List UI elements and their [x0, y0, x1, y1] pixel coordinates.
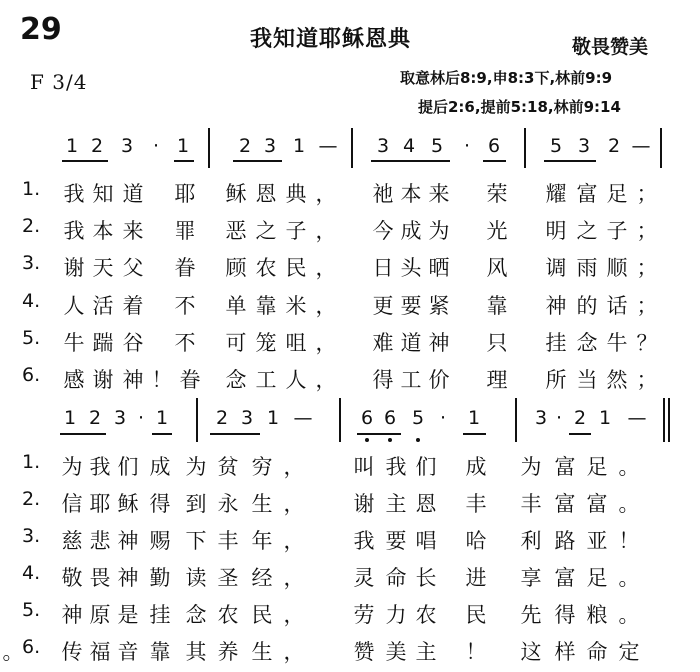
lyric-char: 米	[285, 294, 307, 318]
lyric-char: 明	[545, 219, 567, 243]
jianpu-note: 2	[215, 407, 229, 429]
verse-line-1	[0, 178, 700, 212]
lyric-char: 得	[149, 492, 171, 516]
lyric-char: 定	[618, 640, 640, 664]
underline-beam	[544, 160, 596, 162]
hymn-number: 29	[20, 12, 62, 47]
lyric-char: 日	[372, 256, 394, 280]
lyric-char: 我	[63, 182, 85, 206]
lyric-char: 亚	[586, 529, 608, 553]
lyric-char: 子	[606, 219, 628, 243]
jianpu-note: ·	[555, 407, 563, 429]
lyric-char: 眷	[174, 256, 196, 280]
jianpu-note: 2	[238, 135, 252, 157]
lyric-char: 挂	[149, 603, 171, 627]
jianpu-note: —	[293, 407, 313, 429]
lyric-char: 进	[465, 566, 487, 590]
jianpu-note: 5	[430, 135, 444, 157]
key-signature: F 3/4	[30, 70, 88, 94]
jianpu-note: 2	[88, 407, 102, 429]
lyric-char: 富	[586, 492, 608, 516]
lyric-char: 丰	[465, 492, 487, 516]
lyric-char: 光	[486, 219, 508, 243]
lyric-char: ，	[315, 182, 337, 206]
verse-number: 5.	[22, 327, 41, 349]
underline-beam	[463, 433, 486, 435]
lyric-char: 民	[465, 603, 487, 627]
lyric-char: 人	[285, 368, 307, 392]
jianpu-note: 3	[534, 407, 548, 429]
lyric-char: 念	[225, 368, 247, 392]
lyric-char: 信	[61, 492, 83, 516]
lyric-char: 生	[251, 640, 273, 664]
verse-line-4	[0, 290, 700, 324]
lyric-char: 为	[428, 219, 450, 243]
underline-beam	[62, 160, 108, 162]
lyric-char: 咀	[285, 331, 307, 355]
lyric-char: 靠	[486, 294, 508, 318]
lyric-char: 风	[486, 256, 508, 280]
jianpu-note: 1	[598, 407, 612, 429]
lyric-char: 牛	[606, 331, 628, 355]
lyric-char: 神	[122, 368, 144, 392]
lyric-char: ，	[283, 529, 305, 553]
verse-line-3	[0, 252, 700, 286]
lyric-char: ？	[636, 331, 658, 355]
lyric-char: 穷	[251, 455, 273, 479]
jianpu-note: 3	[113, 407, 127, 429]
lyric-char: 知	[92, 182, 114, 206]
lyric-char: 要	[400, 294, 422, 318]
lyric-char: 靠	[255, 294, 277, 318]
lyric-char: 要	[385, 529, 407, 553]
lyric-char: 圣	[217, 566, 239, 590]
barline	[351, 128, 353, 168]
lyric-char: ，	[283, 603, 305, 627]
lyric-char: 得	[554, 603, 576, 627]
lyric-char: 叫	[353, 455, 375, 479]
lyric-char: ，	[283, 640, 305, 664]
scripture-references: 提后2:6,提前5:18,林前9:14	[418, 98, 621, 116]
verse-line-4	[0, 562, 700, 596]
verse-number: 5.	[22, 599, 41, 621]
lyric-char: 不	[174, 331, 196, 355]
lyric-char: 富	[554, 492, 576, 516]
lyric-char: 们	[415, 455, 437, 479]
jianpu-note: ·	[152, 135, 160, 157]
lyric-char: 谢	[63, 256, 85, 280]
lyric-char: ；	[636, 294, 658, 318]
lyric-char: 来	[428, 182, 450, 206]
jianpu-note: 1	[63, 407, 77, 429]
jianpu-note: 6	[383, 407, 397, 429]
lyric-char: ！	[618, 529, 640, 553]
lyric-char: 灵	[353, 566, 375, 590]
barline	[196, 398, 198, 442]
jianpu-note: 3	[120, 135, 134, 157]
barline	[339, 398, 341, 442]
jianpu-note: 5	[549, 135, 563, 157]
lyric-char: 主	[385, 492, 407, 516]
lyric-char: 笼	[255, 331, 277, 355]
lyric-char: 足	[586, 566, 608, 590]
underline-beam	[233, 160, 282, 162]
verse-number: 6.	[22, 636, 41, 658]
lyric-char: 丰	[217, 529, 239, 553]
scripture-references: 取意林后8:9,申8:3下,林前9:9	[400, 69, 613, 87]
lyric-char: 唱	[415, 529, 437, 553]
jianpu-note: 1	[467, 407, 481, 429]
jianpu-note: 1	[292, 135, 306, 157]
lyric-char: ；	[636, 219, 658, 243]
lyric-char: ！	[151, 368, 173, 392]
jianpu-note: —	[318, 135, 338, 157]
lyric-char: 的	[576, 294, 598, 318]
lyric-char: 恶	[225, 219, 247, 243]
lyric-char: ；	[636, 182, 658, 206]
lyric-char: 念	[185, 603, 207, 627]
jianpu-note: 1	[176, 135, 190, 157]
lyric-char: 神	[117, 529, 139, 553]
jianpu-note: ·	[439, 407, 447, 429]
lyric-char: 只	[486, 331, 508, 355]
lyric-char: 天	[92, 256, 114, 280]
lyric-char: 理	[486, 368, 508, 392]
lyric-char: 力	[385, 603, 407, 627]
jianpu-note: 2	[573, 407, 587, 429]
lyric-char: 音	[117, 640, 139, 664]
lyric-char: 之	[576, 219, 598, 243]
lyric-char: 耶	[174, 182, 196, 206]
lyric-char: 其	[185, 640, 207, 664]
lyric-char: 单	[225, 294, 247, 318]
verse-line-3	[0, 525, 700, 559]
lyric-char: 神	[545, 294, 567, 318]
verse-number: 3.	[22, 252, 41, 274]
lyric-char: 子	[285, 219, 307, 243]
lyric-char: ，	[283, 455, 305, 479]
verse-line-2	[0, 488, 700, 522]
lyric-char: 本	[92, 219, 114, 243]
verse-number: 6.	[22, 364, 41, 386]
lyric-char: 挂	[545, 331, 567, 355]
lyric-char: 传	[61, 640, 83, 664]
lyric-char: 恩	[255, 182, 277, 206]
lyric-char: 得	[372, 368, 394, 392]
lyric-char: 我	[385, 455, 407, 479]
verse-line-6	[0, 364, 700, 398]
underline-beam	[569, 433, 591, 435]
jianpu-note: ·	[137, 407, 145, 429]
jianpu-note: 1	[155, 407, 169, 429]
lyric-char: 神	[61, 603, 83, 627]
lyric-char: ，	[283, 492, 305, 516]
underline-beam	[174, 160, 194, 162]
lyric-char: 。	[618, 566, 640, 590]
lyric-char: 荣	[486, 182, 508, 206]
jianpu-note: 3	[263, 135, 277, 157]
lyric-char: 罪	[174, 219, 196, 243]
underline-beam	[371, 160, 450, 162]
lyric-char: 更	[372, 294, 394, 318]
lower-octave-dot	[416, 438, 420, 442]
lyric-char: 粮	[586, 603, 608, 627]
lyric-char: 。	[618, 492, 640, 516]
lyric-char: 工	[400, 368, 422, 392]
lyric-char: 成	[149, 455, 171, 479]
lyric-char: 福	[89, 640, 111, 664]
lyric-char: 赐	[149, 529, 171, 553]
lyric-char: 到	[185, 492, 207, 516]
lyric-char: 美	[385, 640, 407, 664]
lyric-char: 可	[225, 331, 247, 355]
lyric-char: ，	[315, 219, 337, 243]
lyric-char: 年	[251, 529, 273, 553]
underline-beam	[60, 433, 106, 435]
lyric-char: 本	[400, 182, 422, 206]
jianpu-note: 3	[577, 135, 591, 157]
lyric-char: 不	[174, 294, 196, 318]
lyric-char: 我	[353, 529, 375, 553]
lyric-char: ；	[636, 368, 658, 392]
lyric-char: 所	[545, 368, 567, 392]
jianpu-note: 2	[90, 135, 104, 157]
lyric-char: 。	[618, 455, 640, 479]
lyric-char: 靠	[149, 640, 171, 664]
lyric-char: 耀	[545, 182, 567, 206]
lyric-char: 话	[606, 294, 628, 318]
lyric-char: 贫	[217, 455, 239, 479]
lyric-char: 顺	[606, 256, 628, 280]
lyric-char: 为	[185, 455, 207, 479]
lyric-char: 长	[415, 566, 437, 590]
lyric-char: 来	[122, 219, 144, 243]
verse-line-1	[0, 451, 700, 485]
lyric-char: 典	[285, 182, 307, 206]
lyric-char: 紧	[428, 294, 450, 318]
verse-line-5	[0, 327, 700, 361]
lyric-char: 富	[576, 182, 598, 206]
lyric-char: 为	[520, 455, 542, 479]
lyric-char: 民	[285, 256, 307, 280]
lyric-char: 敬	[61, 566, 83, 590]
verse-line-6	[0, 636, 700, 670]
barline	[515, 398, 517, 442]
verse-number: 2.	[22, 215, 41, 237]
lyric-char: 哈	[465, 529, 487, 553]
verse-number: 1.	[22, 451, 41, 473]
lyric-char: 我	[89, 455, 111, 479]
underline-beam	[483, 160, 506, 162]
lyric-char: 工	[255, 368, 277, 392]
jianpu-note: 1	[65, 135, 79, 157]
jianpu-note: ·	[463, 135, 471, 157]
jianpu-note: 2	[607, 135, 621, 157]
jianpu-note: 4	[402, 135, 416, 157]
barline	[668, 398, 670, 442]
lyric-char: 主	[415, 640, 437, 664]
lyric-char: 活	[92, 294, 114, 318]
lyric-char: 头	[400, 256, 422, 280]
lower-octave-dot	[365, 438, 369, 442]
verse-line-2	[0, 215, 700, 249]
lyric-char: 我	[63, 219, 85, 243]
lyric-char: 牛	[63, 331, 85, 355]
jianpu-note: 6	[487, 135, 501, 157]
lyric-char: 难	[372, 331, 394, 355]
lyric-char: 祂	[372, 182, 394, 206]
lyric-char: 着	[122, 294, 144, 318]
verse-number: 4.	[22, 562, 41, 584]
lyric-char: 经	[251, 566, 273, 590]
lyric-char: 父	[122, 256, 144, 280]
lyric-char: 养	[217, 640, 239, 664]
lyric-char: 神	[428, 331, 450, 355]
jianpu-note: 5	[411, 407, 425, 429]
lyric-char: 人	[63, 294, 85, 318]
verse-number: 4.	[22, 290, 41, 312]
lyric-char: 耶	[89, 492, 111, 516]
lyric-char: 道	[122, 182, 144, 206]
lyric-char: 为	[61, 455, 83, 479]
hymn-category: 敬畏赞美	[572, 36, 649, 58]
lyric-char: 晒	[428, 256, 450, 280]
jianpu-note: 3	[376, 135, 390, 157]
barline	[663, 398, 665, 442]
lyric-char: 成	[465, 455, 487, 479]
lyric-char: 然	[606, 368, 628, 392]
lyric-char: 谢	[92, 368, 114, 392]
lyric-char: 原	[89, 603, 111, 627]
jianpu-note: 1	[266, 407, 280, 429]
lyric-char: 谢	[353, 492, 375, 516]
lyric-char: 今	[372, 219, 394, 243]
lyric-char: 农	[415, 603, 437, 627]
lyric-char: ；	[636, 256, 658, 280]
lyric-char: ，	[315, 368, 337, 392]
lyric-char: 慈	[61, 529, 83, 553]
underline-beam	[152, 433, 172, 435]
lyric-char: 勤	[149, 566, 171, 590]
jianpu-note: —	[631, 135, 651, 157]
verse-line-5	[0, 599, 700, 633]
lyric-char: 读	[185, 566, 207, 590]
lower-octave-dot	[388, 438, 392, 442]
lyric-char: 富	[554, 566, 576, 590]
lyric-char: 民	[251, 603, 273, 627]
lyric-char: 这	[520, 640, 542, 664]
lyric-char: 调	[545, 256, 567, 280]
lyric-char: 感	[63, 368, 85, 392]
lyric-char: 神	[117, 566, 139, 590]
underline-beam	[210, 433, 260, 435]
jianpu-note: 3	[240, 407, 254, 429]
lyric-char: 是	[117, 603, 139, 627]
lyric-char: 们	[117, 455, 139, 479]
barline	[524, 128, 526, 168]
lyric-char: 利	[520, 529, 542, 553]
lyric-char: ，	[315, 331, 337, 355]
lyric-char: 命	[586, 640, 608, 664]
jianpu-note: 6	[360, 407, 374, 429]
lyric-char: 成	[400, 219, 422, 243]
lyric-char: 念	[576, 331, 598, 355]
hymn-title: 我知道耶稣恩典	[250, 27, 412, 52]
lyric-char: 谷	[122, 331, 144, 355]
lyric-char: 价	[428, 368, 450, 392]
lyric-char: 道	[400, 331, 422, 355]
lyric-char: 恩	[415, 492, 437, 516]
lyric-char: 富	[554, 455, 576, 479]
barline	[660, 128, 662, 168]
lyric-char: 稣	[225, 182, 247, 206]
lyric-char: 永	[217, 492, 239, 516]
lyric-char: 农	[255, 256, 277, 280]
lyric-char: 顾	[225, 256, 247, 280]
lyric-char: 悲	[89, 529, 111, 553]
lyric-char: 足	[606, 182, 628, 206]
lyric-char: 之	[255, 219, 277, 243]
underline-beam	[357, 433, 401, 435]
lyric-char: 雨	[576, 256, 598, 280]
verse-number: 1.	[22, 178, 41, 200]
verse-number: 2.	[22, 488, 41, 510]
barline	[208, 128, 210, 168]
lyric-char: ！	[465, 640, 487, 664]
verse-number: 3.	[22, 525, 41, 547]
lyric-char: 踹	[92, 331, 114, 355]
lyric-char: 眷	[179, 368, 201, 392]
lyric-char: 稣	[117, 492, 139, 516]
lyric-char: 先	[520, 603, 542, 627]
lyric-char: 命	[385, 566, 407, 590]
lyric-char: 畏	[89, 566, 111, 590]
lyric-char: 下	[185, 529, 207, 553]
lyric-char: 丰	[520, 492, 542, 516]
lyric-char: 享	[520, 566, 542, 590]
lyric-char: ，	[283, 566, 305, 590]
lyric-char: 样	[554, 640, 576, 664]
lyric-char: ，	[315, 294, 337, 318]
lyric-char: 当	[576, 368, 598, 392]
lyric-char: 。	[618, 603, 640, 627]
jianpu-note: —	[627, 407, 647, 429]
lyric-char: ，	[315, 256, 337, 280]
lyric-char: 农	[217, 603, 239, 627]
lyric-char: 路	[554, 529, 576, 553]
lyric-char: 足	[586, 455, 608, 479]
lyric-char: 。	[2, 640, 24, 664]
lyric-char: 劳	[353, 603, 375, 627]
lyric-char: 赞	[353, 640, 375, 664]
lyric-char: 生	[251, 492, 273, 516]
